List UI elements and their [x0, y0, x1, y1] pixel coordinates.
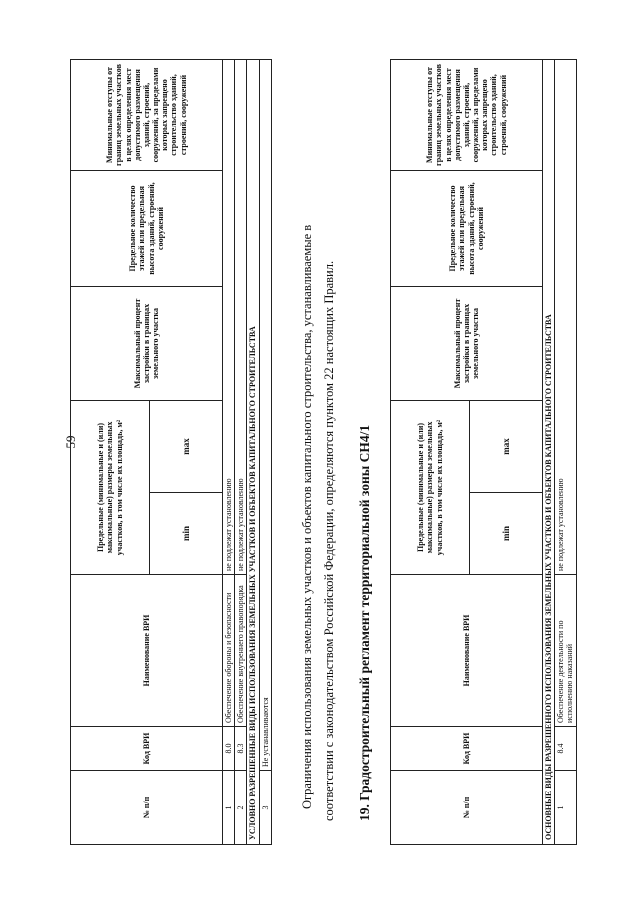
- section-title-main: ОСНОВНЫЕ ВИДЫ РАЗРЕШЕННОГО ИСПОЛЬЗОВАНИЯ ЗЕМЕЛЬНЫХ УЧАСТКОВ И ОБЪЕКТОВ КАПИТАЛЬНОГО СТРОИТЕЛЬСТВА: [543, 60, 555, 845]
- header-floors: Предельное количество этажей или предельная высота зданий, строений, сооружений: [71, 171, 223, 287]
- row-number: 1: [223, 771, 235, 845]
- header-sizes: Предельные (минимальные и (или) максимальные) размеры земельных участков, в том числе их площадь, м²: [71, 401, 150, 575]
- table-row: [235, 60, 247, 845]
- section-header-row: [247, 60, 259, 845]
- header-name: Наименование ВРИ: [71, 575, 223, 727]
- header-sizes: Предельные (минимальные и (или) максимальные) размеры земельных участков, в том числе их площадь, м²: [391, 401, 470, 575]
- table-row: [555, 60, 576, 845]
- header-percent: Максимальный процент застройки в границах земельного участка: [71, 287, 223, 401]
- header-num: № п/п: [71, 771, 223, 845]
- table-header-row: [71, 60, 150, 845]
- header-min: min: [150, 493, 223, 575]
- section-heading: 19. Градостроительный регламент территориальной зоны СН4/1: [357, 424, 372, 821]
- row-value: не подлежат установлению: [235, 60, 247, 575]
- section-title-conditional: УСЛОВНО РАЗРЕШЕННЫЕ ВИДЫ ИСПОЛЬЗОВАНИЯ ЗЕМЕЛЬНЫХ УЧАСТКОВ И ОБЪЕКТОВ КАПИТАЛЬНОГО СТРОИТЕЛЬСТВА: [247, 60, 259, 845]
- table-header-row: [391, 60, 470, 845]
- row-number: 1: [555, 771, 576, 845]
- section-header-row: [543, 60, 555, 845]
- restrictions-paragraph-line2: соответствии с законодательством Российской Федерации, определяются пунктом 22 настоящих Правил.: [322, 260, 336, 821]
- row-name: Обеспечение обороны и безопасности: [223, 575, 235, 727]
- page-number: 59: [63, 435, 78, 449]
- row-value: не подлежат установлению: [555, 60, 576, 575]
- header-num: № п/п: [391, 771, 543, 845]
- row-number: 3: [259, 771, 271, 845]
- landscape-sheet: [70, 60, 575, 845]
- header-code: Код ВРИ: [71, 727, 223, 771]
- header-name: Наименование ВРИ: [391, 575, 543, 727]
- row-note: Не устанавливаются: [259, 60, 271, 771]
- restrictions-paragraph-line1: Ограничения использования земельных участков и объектов капитального строительства, устанавливаемые в: [300, 224, 314, 809]
- table-row: [223, 60, 235, 845]
- header-code: Код ВРИ: [391, 727, 543, 771]
- row-name: Обеспечение внутреннего правопорядка: [235, 575, 247, 727]
- header-max: max: [470, 401, 543, 493]
- header-floors: Предельное количество этажей или предельная высота зданий, строений, сооружений: [391, 171, 543, 287]
- row-code: 8.3: [235, 727, 247, 771]
- row-code: 8.0: [223, 727, 235, 771]
- row-code: 8.4: [555, 727, 576, 771]
- regulation-table-2: [390, 59, 577, 845]
- header-max: max: [150, 401, 223, 493]
- header-percent: Максимальный процент застройки в границах земельного участка: [391, 287, 543, 401]
- header-setbacks: Минимальные отступы от границ земельных участков в целях определения мест допустимого размещения зданий, строений, сооружений, за пределами которых запрещено строительство зданий, строений, сооружений: [391, 60, 543, 171]
- header-min: min: [470, 493, 543, 575]
- regulation-table-1: [70, 59, 272, 845]
- row-number: 2: [235, 771, 247, 845]
- row-value: не подлежат установлению: [223, 60, 235, 575]
- table-row: [259, 60, 271, 845]
- header-setbacks: Минимальные отступы от границ земельных участков в целях определения мест допустимого размещения зданий, строений, сооружений, за пределами которых запрещено строительство зданий, строений, сооружений: [71, 60, 223, 171]
- row-name: Обеспечение деятельности по исполнению наказаний: [555, 575, 576, 727]
